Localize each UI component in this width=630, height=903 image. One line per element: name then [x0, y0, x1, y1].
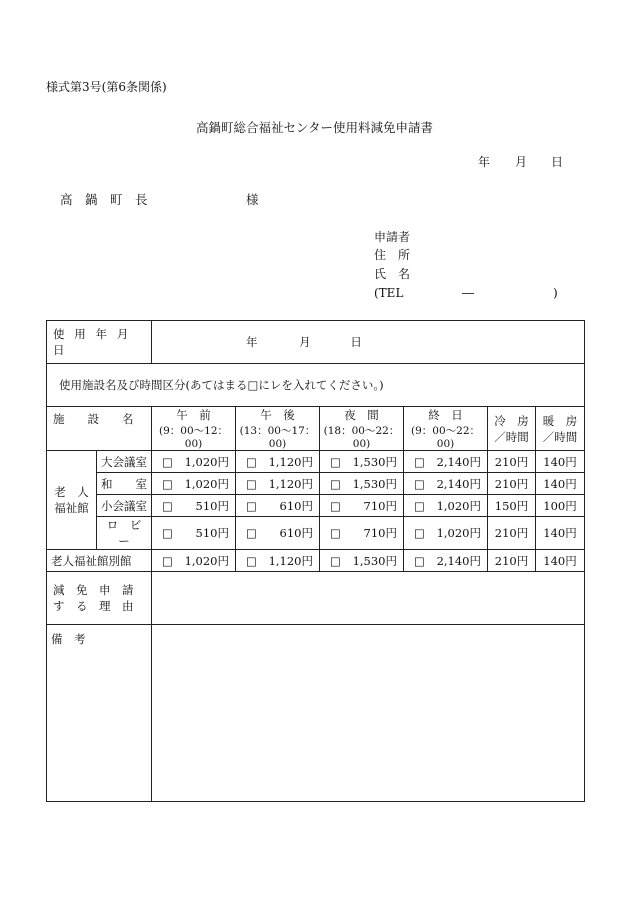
price-cell[interactable]	[320, 473, 404, 495]
price-cell[interactable]	[236, 473, 320, 495]
price-cell[interactable]	[152, 451, 236, 473]
price-cell[interactable]	[320, 517, 404, 550]
price-cell[interactable]	[236, 550, 320, 572]
price-value: 1,020円	[184, 476, 229, 491]
heating-price: 140円	[536, 451, 585, 473]
group-label-line1: 老 人	[54, 485, 89, 499]
price-value: 1,530円	[352, 476, 397, 491]
checkbox-icon[interactable]: □	[330, 476, 341, 491]
checkbox-icon[interactable]: □	[414, 454, 425, 469]
slot-name: 終 日	[428, 408, 463, 422]
group-label-line2: 福祉館	[54, 501, 89, 515]
checkbox-icon[interactable]: □	[414, 526, 425, 540]
checkbox-icon[interactable]: □	[330, 526, 341, 540]
price-value: 510円	[195, 498, 229, 513]
remarks-label: 備 考	[51, 632, 86, 646]
price-cell[interactable]	[152, 550, 236, 572]
table-row	[47, 473, 585, 495]
address-label: 住 所	[374, 248, 411, 262]
checkbox-icon[interactable]: □	[162, 454, 173, 469]
price-cell[interactable]	[152, 495, 236, 517]
cooling-price: 210円	[488, 517, 536, 550]
checkbox-icon[interactable]: □	[162, 553, 173, 568]
price-cell[interactable]	[236, 517, 320, 550]
facility-header	[47, 407, 152, 451]
tel-close: )	[553, 286, 558, 300]
checkbox-icon[interactable]: □	[246, 476, 257, 491]
slot-name: 午 後	[260, 408, 295, 422]
cooling-header-top: 冷 房	[494, 413, 529, 428]
group-label-cell	[47, 451, 97, 550]
reason-label-line2: す る 理 由	[53, 599, 134, 613]
usage-date-label: 使用年月日	[53, 327, 139, 357]
heating-header	[536, 407, 585, 451]
usage-date-field[interactable]	[152, 321, 585, 364]
table-row	[47, 495, 585, 517]
checkbox-icon[interactable]: □	[330, 498, 341, 513]
price-value: 2,140円	[436, 454, 481, 469]
reason-label-cell	[47, 572, 152, 625]
table-row	[47, 451, 585, 473]
price-cell[interactable]	[320, 550, 404, 572]
heating-price: 140円	[536, 473, 585, 495]
price-cell[interactable]	[152, 473, 236, 495]
price-value: 710円	[363, 498, 397, 513]
checkbox-icon[interactable]: □	[246, 498, 257, 513]
slot-time: (18：00～22：00)	[323, 425, 400, 450]
date-day: 日	[551, 155, 564, 169]
room-name: 大会議室	[97, 451, 152, 473]
checkbox-icon[interactable]: □	[162, 476, 173, 491]
name-label: 氏 名	[374, 267, 411, 281]
addressee-honorific: 様	[246, 192, 259, 207]
remarks-label-cell	[47, 625, 152, 802]
cooling-header-bottom: ／時間	[494, 429, 529, 444]
slot-header-afternoon	[236, 407, 320, 451]
price-value: 1,120円	[268, 454, 313, 469]
cooling-price: 210円	[488, 451, 536, 473]
slot-header-morning	[152, 407, 236, 451]
price-cell[interactable]	[404, 451, 488, 473]
checkbox-icon[interactable]: □	[246, 454, 257, 469]
slot-name: 夜 間	[344, 408, 379, 422]
price-value: 1,120円	[268, 553, 313, 568]
checkbox-icon[interactable]: □	[246, 526, 257, 540]
heating-price: 140円	[536, 517, 585, 550]
usage-date-day: 日	[350, 335, 362, 349]
instruction-text: 使用施設名及び時間区分(あてはまる□にレを入れてください。)	[59, 378, 384, 392]
room-name: 小会議室	[97, 495, 152, 517]
cooling-price: 210円	[488, 473, 536, 495]
reason-row	[47, 572, 585, 625]
room-name: ロ ビ ー	[97, 517, 152, 550]
price-value: 710円	[363, 526, 397, 540]
header-row	[47, 407, 585, 451]
usage-date-label-cell	[47, 321, 152, 364]
instruction-cell	[47, 364, 585, 407]
form-title: 高鍋町総合福祉センター使用料減免申請書	[196, 120, 434, 135]
application-table	[46, 320, 585, 802]
slot-name: 午 前	[176, 408, 211, 422]
slot-header-night	[320, 407, 404, 451]
price-value: 2,140円	[436, 553, 481, 568]
room-name: 和 室	[97, 473, 152, 495]
price-cell[interactable]	[152, 517, 236, 550]
slot-time: (13：00～17：00)	[239, 425, 316, 450]
cooling-header	[488, 407, 536, 451]
price-value: 1,020円	[436, 498, 481, 513]
checkbox-icon[interactable]: □	[414, 476, 425, 491]
heating-header-bottom: ／時間	[542, 429, 578, 444]
slot-header-allday	[404, 407, 488, 451]
facility-header-label: 施 設 名	[53, 412, 134, 426]
price-value: 1,020円	[436, 526, 481, 540]
checkbox-icon[interactable]: □	[330, 454, 341, 469]
price-value: 510円	[195, 526, 229, 540]
checkbox-icon[interactable]: □	[162, 526, 173, 540]
price-cell[interactable]	[404, 473, 488, 495]
price-value: 2,140円	[436, 476, 481, 491]
usage-date-row	[47, 321, 585, 364]
heating-header-top: 暖 房	[542, 413, 578, 428]
checkbox-icon[interactable]: □	[414, 553, 425, 568]
price-value: 610円	[279, 498, 313, 513]
price-cell[interactable]	[404, 495, 488, 517]
price-cell[interactable]	[236, 451, 320, 473]
checkbox-icon[interactable]: □	[246, 553, 257, 568]
date-month: 月	[515, 155, 528, 169]
heating-price: 100円	[536, 495, 585, 517]
slot-time: (9：00～22：00)	[411, 425, 480, 450]
usage-date-month: 月	[299, 335, 311, 349]
remarks-row	[47, 625, 585, 802]
date-year: 年	[478, 155, 491, 169]
cooling-price: 150円	[488, 495, 536, 517]
price-value: 1,530円	[352, 553, 397, 568]
price-value: 1,530円	[352, 454, 397, 469]
checkbox-icon[interactable]: □	[330, 553, 341, 568]
form-number: 様式第3号(第6条関係)	[46, 80, 167, 94]
reason-field[interactable]	[152, 572, 585, 625]
instruction-row	[47, 364, 585, 407]
price-value: 1,020円	[184, 454, 229, 469]
room-name: 老人福祉館別館	[47, 550, 152, 572]
tel-dash: ―	[462, 286, 474, 300]
price-cell[interactable]	[404, 550, 488, 572]
heating-price: 140円	[536, 550, 585, 572]
reason-label-line1: 減 免 申 請	[53, 583, 134, 597]
checkbox-icon[interactable]: □	[414, 498, 425, 513]
price-value: 610円	[279, 526, 313, 540]
price-cell[interactable]	[320, 451, 404, 473]
price-value: 1,120円	[268, 476, 313, 491]
price-cell[interactable]	[236, 495, 320, 517]
table-row	[47, 550, 585, 572]
price-value: 1,020円	[184, 553, 229, 568]
addressee-name: 高 鍋 町 長	[60, 192, 148, 207]
table-row	[47, 517, 585, 550]
price-cell[interactable]	[320, 495, 404, 517]
cooling-price: 210円	[488, 550, 536, 572]
applicant-label: 申請者	[374, 230, 411, 244]
remarks-field[interactable]	[152, 625, 585, 802]
slot-time: (9：00～12：00)	[159, 425, 228, 450]
usage-date-year: 年	[246, 335, 258, 349]
tel-open: (TEL	[374, 286, 404, 300]
checkbox-icon[interactable]: □	[162, 498, 173, 513]
price-cell[interactable]	[404, 517, 488, 550]
